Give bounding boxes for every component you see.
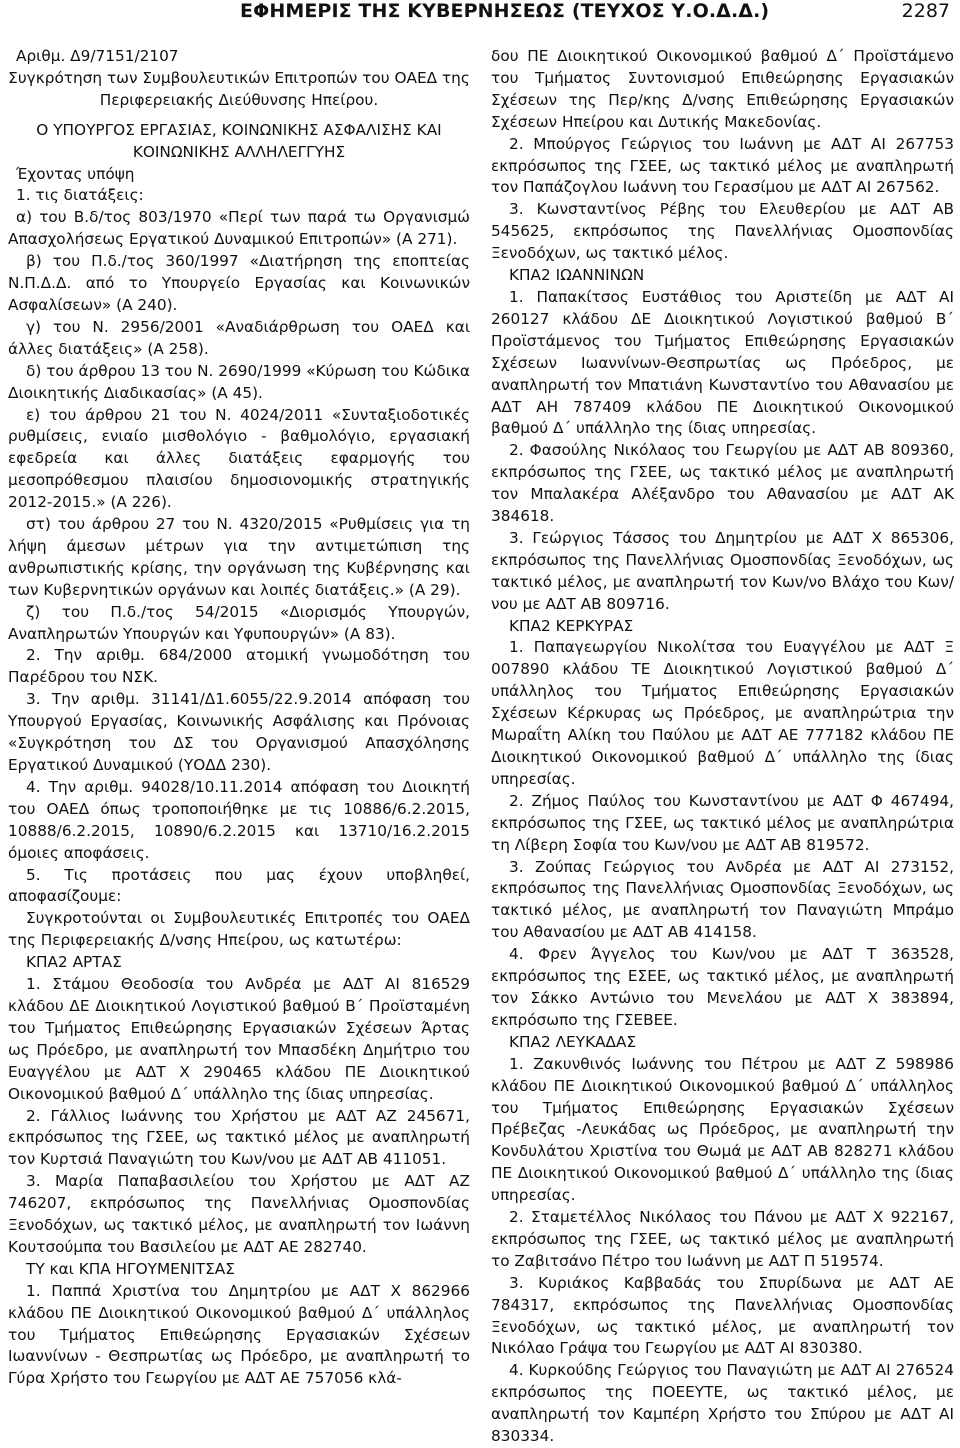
paragraph: 4. Κυρκούδης Γεώργιος του Παναγιώτη με ΑΔΤ ΑΙ 276524 εκπρόσωπος της ΠΟΕΕΥΤΕ, ως τακτικό μέλος, με αναπληρωτή τον Καμπέρη Χρήστο του Σπύρου με ΑΔΤ ΑΙ 830334.	[491, 1361, 954, 1446]
gazette-title: ΕΦΗΜΕΡΙΣ ΤΗΣ ΚΥΒΕΡΝΗΣΕΩΣ (ΤΕΥΧΟΣ Υ.Ο.Δ.Δ.)	[240, 0, 770, 22]
paragraph: Έχοντας υπόψη	[16, 164, 135, 183]
page-header	[0, 0, 960, 22]
paragraph: δου ΠΕ Διοικητικού Οικονομικού βαθμού Δ΄ Προϊστάμενο του Τμήματος Συντονισμού Επιθεώρησης Εργασιακών Σχέσεων της Περ/κης Δ/νσης Επιθεώρησης Εργασιακών Σχέσεων Ηπείρου και Δυτικής Μακεδονίας.	[491, 47, 954, 131]
paragraph: α) του Β.δ/τος 803/1970 «Περί των παρά τω Οργανισμώ Απασχολήσεως Εργατικού Δυναμικού Επιτροπών» (Α 271).	[8, 208, 470, 249]
paragraph: 1. Ζακυνθινός Ιωάννης του Πέτρου με ΑΔΤ Ζ 598986 κλάδου ΠΕ Διοικητικού Οικονομικού βαθμού Δ΄ υπάλληλος του Τμήματος Επιθεώρησης Εργασιακών Σχέσεων Πρέβεζας -Λευκάδας ως Πρόεδρος, με αναπληρωτή την Κονδυλάτου Χριστίνα του Θωμά με ΑΔΤ ΑΒ 828271 κλάδου ΠΕ Διοικητικού Οικονομικού βαθμού Δ΄ υπάλληλο της ίδιας υπηρεσίας.	[491, 1054, 954, 1205]
paragraph: 1. τις διατάξεις:	[16, 186, 144, 205]
decision-subject: Συγκρότηση των Συμβουλευτικών Επιτροπών του ΟΑΕΔ της Περιφερειακής Διεύθυνσης Ηπείρου.	[8, 68, 470, 109]
left-column	[8, 46, 470, 1390]
paragraph: 4. Την αριθμ. 94028/10.11.2014 απόφαση του Διοικητή του ΟΑΕΔ όπως τροποποιήθηκε με τις 10886/6.2.2015, 10888/6.2.2015, 10890/6.2.2015 και 13710/16.2.2015 όμοιες αποφάσεις.	[8, 777, 470, 862]
paragraph: 2. Σταμετέλλος Νικόλαος του Πάνου με ΑΔΤ Χ 922167, εκπρόσωπος της ΓΣΕΕ, ως τακτικό μέλος με αναπληρωτή το Ζαβιτσάνο Πέτρο του Ιωάννη με ΑΔΤ Π 519574.	[491, 1208, 954, 1270]
decision-number: Αριθμ. Δ9/7151/2107	[16, 47, 179, 65]
paragraph: δ) του άρθρου 13 του Ν. 2690/1999 «Κύρωση του Κώδικα Διοικητικής Διαδικασίας» (Α 45).	[8, 361, 470, 402]
paragraph: 5. Τις προτάσεις που μας έχουν υποβληθεί, αποφασίζουμε:	[8, 865, 470, 906]
paragraph: 3. Ζούπας Γεώργιος του Ανδρέα με ΑΔΤ ΑΙ 273152, εκπρόσωπος της Πανελλήνιας Ομοσπονδίας Ξενοδόχων, ως τακτικό μέλος, με αναπληρωτή τον Παναγιώτη Μπράμο του Αθανασίου με ΑΔΤ ΑΒ 414158.	[491, 857, 954, 942]
paragraph: στ) του άρθρου 27 του Ν. 4320/2015 «Ρυθμίσεις για τη λήψη άμεσων μέτρων για την αντιμετώπιση της ανθρωπιστικής κρίσης, την οργάνωση της Κυβέρνησης και των Κυβερνητικών οργάνων και λοιπές διατάξεις.» (Α 29).	[8, 515, 470, 599]
paragraph: 1. Παπακίτσος Ευστάθιος του Αριστείδη με ΑΔΤ ΑΙ 260127 κλάδου ΔΕ Διοικητικού Λογιστικού βαθμού Β΄ Προϊστάμενος του Τμήματος Επιθεώρησης Εργασιακών Σχέσεων Ιωαννίνων-Θεσπρωτίας ως Πρόεδρος, με αναπληρωτή τον Μπατιάνη Κωνσταντίνο του Αθανασίου με ΑΔΤ ΑΗ 787409 κλάδου ΠΕ Διοικητικού Οικονομικού βαθμού Δ΄ υπάλληλο της ίδιας υπηρεσίας.	[491, 287, 954, 438]
paragraph: 2. Μπούργος Γεώργιος του Ιωάννη με ΑΔΤ ΑΙ 267753 εκπρόσωπος της ΓΣΕΕ, ως τακτικό μέλος με αναπληρωτή τον Παπάζογλου Ιωάννη του Γερασίμου με ΑΔΤ ΑΙ 267562.	[491, 134, 954, 197]
paragraph: 1. Παππά Χριστίνα του Δημητρίου με ΑΔΤ Χ 862966 κλάδου ΠΕ Διοικητικού Οικονομικού βαθμού Δ΄ υπάλληλος του Τμήματος Επιθεώρησης Εργασιακών Σχέσεων Ιωαννίνων - Θεσπρωτίας ως Πρόεδρο, με αναπληρωτή το Γύρα Χρήστο του Γεωργίου με ΑΔΤ ΑΕ 757056 κλά-	[8, 1281, 470, 1388]
paragraph: ζ) του Π.δ./τος 54/2015 «Διορισμός Υπουργών, Αναπληρωτών Υπουργών και Υφυπουργών» (Α 83).	[8, 602, 470, 643]
paragraph: 1. Παπαγεωργίου Νικολίτσα του Ευαγγέλου με ΑΔΤ Ξ 007890 κλάδου ΤΕ Διοικητικού Λογιστικού βαθμού Δ΄ υπάλληλος του Τμήματος Επιθεώρησης Εργασιακών Σχέσεων Κέρκυρας ως Πρόεδρος, με αναπληρώτρια την Μωραΐτη Αλίκη του Παύλου με ΑΔΤ ΑΕ 777182 κλάδου ΠΕ Διοικητικού Οικονομικού βαθμού Δ΄ υπάλληλο της ίδιας υπηρεσίας.	[491, 638, 954, 788]
minister-heading: Ο ΥΠΟΥΡΓΟΣ ΕΡΓΑΣΙΑΣ, ΚΟΙΝΩΝΙΚΗΣ ΑΣΦΑΛΙΣΗΣ ΚΑΙ ΚΟΙΝΩΝΙΚΗΣ ΑΛΛΗΛΕΓΓΥΗΣ	[36, 120, 442, 161]
paragraph: β) του Π.δ./τος 360/1997 «Διατήρηση της εποπτείας Ν.Π.Δ.Δ. από το Υπουργείο Εργασίας και Κοινωνικών Ασφαλίσεων» (Α 240).	[8, 252, 470, 314]
paragraph: γ) του Ν. 2956/2001 «Αναδιάρθρωση του ΟΑΕΔ και άλλες διατάξεις» (Α 258).	[8, 317, 470, 358]
section-heading: ΚΠΑ2 ΛΕΥΚΑΔΑΣ	[509, 1032, 637, 1051]
section-heading: ΚΠΑ2 ΑΡΤΑΣ	[26, 953, 122, 972]
section-heading: ΤΥ και ΚΠΑ ΗΓΟΥΜΕΝΙΤΣΑΣ	[26, 1259, 235, 1278]
paragraph: 4. Φρεν Άγγελος του Κων/νου με ΑΔΤ Τ 363528, εκπρόσωπος της ΕΣΕΕ, ως τακτικό μέλος, με αναπληρωτή τον Σάκκο Αντώνιο του Μενελάου με ΑΔΤ Χ 383894, εκπρόσωπο της ΓΣΕΒΕΕ.	[491, 945, 954, 1029]
paragraph: 3. Κωνσταντίνος Ρέβης του Ελευθερίου με ΑΔΤ ΑΒ 545625, εκπρόσωπος της Πανελλήνιας Ομοσπονδίας Ξενοδόχων, ως τακτικό μέλος.	[491, 200, 954, 263]
paragraph: 1. Στάμου Θεοδοσία του Ανδρέα με ΑΔΤ ΑΙ 816529 κλάδου ΔΕ Διοικητικού Λογιστικού βαθμού Β΄ Προϊσταμένη του Τμήματος Επιθεώρησης Εργασιακών Σχέσεων Άρτας ως Πρόεδρο, με αναπληρωτή τον Μπασδέκη Δημήτριο του Ευαγγέλου με ΑΔΤ Χ 290465 κλάδου ΠΕ Διοικητικού Οικονομικού βαθμού Δ΄ υπάλληλο της ίδιας υπηρεσίας.	[8, 975, 470, 1103]
paragraph: 3. Την αριθμ. 31141/Δ1.6055/22.9.2014 απόφαση του Υπουργού Εργασίας, Κοινωνικής Ασφάλισης και Πρόνοιας «Συγκρότηση του ΔΣ του Οργανισμού Απασχόλησης Εργατικού Δυναμικού (ΥΟΔΔ 230).	[8, 690, 470, 774]
section-heading: ΚΠΑ2 ΚΕΡΚΥΡΑΣ	[509, 616, 634, 635]
paragraph: 2. Γάλλιος Ιωάννης του Χρήστου με ΑΔΤ ΑΖ 245671, εκπρόσωπος της ΓΣΕΕ, ως τακτικό μέλος με αναπληρωτή τον Κυρτσιά Παναγιώτη του Κων/νου με ΑΔΤ ΑΒ 411051.	[8, 1106, 470, 1169]
section-heading: ΚΠΑ2 ΙΩΑΝΝΙΝΩΝ	[509, 266, 645, 285]
paragraph: 3. Μαρία Παπαβασιλείου του Χρήστου με ΑΔΤ ΑΖ 746207, εκπρόσωπος της Πανελλήνιας Ομοσπονδίας Ξενοδόχων, ως τακτικό μέλος, με αναπληρωτή τον Ιωάννη Κουτσούμπα του Βασιλείου με ΑΔΤ ΑΕ 282740.	[8, 1172, 470, 1256]
paragraph: ε) του άρθρου 21 του Ν. 4024/2011 «Συνταξιοδοτικές ρυθμίσεις, ενιαίο μισθολόγιο - βαθμολόγιο, εργασιακή εφεδρεία και άλλες διατάξεις εφαρμογής του μεσοπρόθεσμου πλαισίου δημοσιονομικής στρατηγικής 2012-2015.» (Α 226).	[8, 405, 470, 512]
paragraph: 3. Γεώργιος Τάσσος του Δημητρίου με ΑΔΤ Χ 865306, εκπρόσωπος της Πανελλήνιας Ομοσπονδίας Ξενοδόχων, ως τακτικό μέλος, με αναπληρωτή τον Κων/νο Βλάχο του Κων/νου με ΑΔΤ ΑΒ 809716.	[491, 528, 954, 613]
paragraph: 3. Κυριάκος Καββαδάς του Σπυρίδωνα με ΑΔΤ ΑΕ 784317, εκπρόσωπος της Πανελλήνιας Ομοσπονδίας Ξενοδόχων, ως τακτικό μέλος, με αναπληρωτή τον Νικόλαο Γράψα του Γεωργίου με ΑΔΤ ΑΙ 830380.	[491, 1273, 954, 1358]
paragraph: 2. Την αριθμ. 684/2000 ατομική γνωμοδότηση του Παρέδρου του ΝΣΚ.	[8, 646, 470, 687]
page-number: 2287	[901, 0, 950, 22]
paragraph: Συγκροτούνται οι Συμβουλευτικές Επιτροπές του ΟΑΕΔ της Περιφερειακής Δ/νσης Ηπείρου, ως κατωτέρω:	[8, 909, 470, 950]
right-column	[491, 46, 954, 1448]
paragraph: 2. Φασούλης Νικόλαος του Γεωργίου με ΑΔΤ ΑΒ 809360, εκπρόσωπος της ΓΣΕΕ, ως τακτικό μέλος με αναπληρωτή τον Μπαλακέρα Αλέξανδρο του Αθανασίου με ΑΔΤ ΑΚ 384618.	[491, 441, 954, 526]
paragraph: 2. Ζήμος Παύλος του Κωνσταντίνου με ΑΔΤ Φ 467494, εκπρόσωπος της ΓΣΕΕ, ως τακτικό μέλος με αναπληρώτρια τη Λίβερη Σοφία του Κων/νου με ΑΔΤ ΑΒ 819572.	[491, 791, 954, 854]
